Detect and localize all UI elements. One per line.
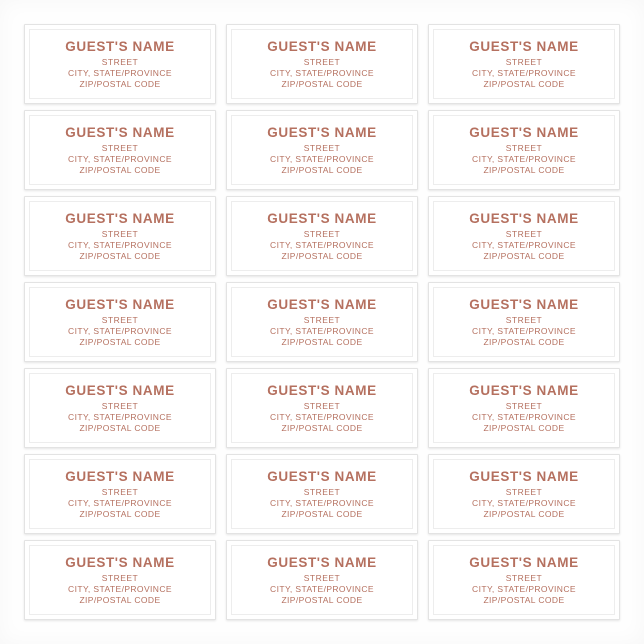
- zip-postal-line: ZIP/POSTAL CODE: [281, 164, 363, 175]
- street-line: STREET: [505, 486, 543, 497]
- label-text-block: [463, 297, 584, 347]
- guest-name-line: GUEST'S NAME: [65, 469, 175, 485]
- city-state-line: CITY, STATE/PROVINCE: [270, 325, 374, 336]
- zip-postal-line: ZIP/POSTAL CODE: [281, 336, 363, 347]
- guest-name-line: GUEST'S NAME: [267, 211, 377, 227]
- label-text-block: [463, 555, 584, 605]
- guest-name-line: GUEST'S NAME: [267, 297, 377, 313]
- street-line: STREET: [303, 314, 341, 325]
- city-state-line: CITY, STATE/PROVINCE: [472, 67, 576, 78]
- street-line: STREET: [101, 142, 139, 153]
- street-line: STREET: [101, 572, 139, 583]
- guest-name-line: GUEST'S NAME: [65, 555, 175, 571]
- label-text-block: [463, 125, 584, 175]
- guest-name-line: GUEST'S NAME: [267, 555, 377, 571]
- city-state-line: CITY, STATE/PROVINCE: [68, 411, 172, 422]
- city-state-line: CITY, STATE/PROVINCE: [472, 153, 576, 164]
- zip-postal-line: ZIP/POSTAL CODE: [79, 336, 161, 347]
- address-label[interactable]: [428, 368, 620, 448]
- guest-name-line: GUEST'S NAME: [469, 383, 579, 399]
- guest-name-line: GUEST'S NAME: [469, 297, 579, 313]
- address-label[interactable]: [24, 110, 216, 190]
- street-line: STREET: [101, 400, 139, 411]
- city-state-line: CITY, STATE/PROVINCE: [68, 497, 172, 508]
- street-line: STREET: [505, 56, 543, 67]
- city-state-line: CITY, STATE/PROVINCE: [68, 67, 172, 78]
- guest-name-line: GUEST'S NAME: [65, 125, 175, 141]
- city-state-line: CITY, STATE/PROVINCE: [68, 325, 172, 336]
- city-state-line: CITY, STATE/PROVINCE: [472, 411, 576, 422]
- guest-name-line: GUEST'S NAME: [267, 469, 377, 485]
- street-line: STREET: [505, 142, 543, 153]
- city-state-line: CITY, STATE/PROVINCE: [472, 497, 576, 508]
- address-label[interactable]: [24, 368, 216, 448]
- guest-name-line: GUEST'S NAME: [469, 555, 579, 571]
- city-state-line: CITY, STATE/PROVINCE: [68, 239, 172, 250]
- address-label[interactable]: [428, 196, 620, 276]
- zip-postal-line: ZIP/POSTAL CODE: [79, 508, 161, 519]
- street-line: STREET: [505, 228, 543, 239]
- label-text-block: [59, 383, 180, 433]
- label-text-block: [261, 39, 382, 89]
- street-line: STREET: [101, 486, 139, 497]
- guest-name-line: GUEST'S NAME: [65, 383, 175, 399]
- street-line: STREET: [101, 228, 139, 239]
- label-text-block: [261, 555, 382, 605]
- label-grid: [24, 24, 620, 620]
- zip-postal-line: ZIP/POSTAL CODE: [281, 250, 363, 261]
- city-state-line: CITY, STATE/PROVINCE: [270, 67, 374, 78]
- address-label[interactable]: [226, 110, 418, 190]
- street-line: STREET: [303, 228, 341, 239]
- city-state-line: CITY, STATE/PROVINCE: [472, 325, 576, 336]
- address-label[interactable]: [428, 110, 620, 190]
- label-text-block: [59, 39, 180, 89]
- label-text-block: [59, 125, 180, 175]
- address-label[interactable]: [226, 540, 418, 620]
- zip-postal-line: ZIP/POSTAL CODE: [483, 508, 565, 519]
- city-state-line: CITY, STATE/PROVINCE: [472, 239, 576, 250]
- label-text-block: [463, 469, 584, 519]
- guest-name-line: GUEST'S NAME: [65, 211, 175, 227]
- guest-name-line: GUEST'S NAME: [469, 39, 579, 55]
- zip-postal-line: ZIP/POSTAL CODE: [483, 336, 565, 347]
- zip-postal-line: ZIP/POSTAL CODE: [79, 594, 161, 605]
- label-text-block: [59, 297, 180, 347]
- zip-postal-line: ZIP/POSTAL CODE: [483, 594, 565, 605]
- zip-postal-line: ZIP/POSTAL CODE: [281, 594, 363, 605]
- label-text-block: [59, 555, 180, 605]
- city-state-line: CITY, STATE/PROVINCE: [270, 411, 374, 422]
- city-state-line: CITY, STATE/PROVINCE: [68, 583, 172, 594]
- address-label[interactable]: [226, 368, 418, 448]
- address-label[interactable]: [24, 196, 216, 276]
- zip-postal-line: ZIP/POSTAL CODE: [79, 250, 161, 261]
- label-text-block: [261, 125, 382, 175]
- guest-name-line: GUEST'S NAME: [469, 211, 579, 227]
- address-label[interactable]: [428, 282, 620, 362]
- zip-postal-line: ZIP/POSTAL CODE: [281, 508, 363, 519]
- zip-postal-line: ZIP/POSTAL CODE: [483, 78, 565, 89]
- city-state-line: CITY, STATE/PROVINCE: [270, 583, 374, 594]
- zip-postal-line: ZIP/POSTAL CODE: [79, 422, 161, 433]
- guest-name-line: GUEST'S NAME: [469, 469, 579, 485]
- street-line: STREET: [303, 486, 341, 497]
- city-state-line: CITY, STATE/PROVINCE: [472, 583, 576, 594]
- address-label[interactable]: [428, 24, 620, 104]
- city-state-line: CITY, STATE/PROVINCE: [270, 153, 374, 164]
- address-label[interactable]: [24, 282, 216, 362]
- address-label[interactable]: [226, 454, 418, 534]
- street-line: STREET: [303, 56, 341, 67]
- address-label[interactable]: [226, 24, 418, 104]
- address-label[interactable]: [24, 540, 216, 620]
- street-line: STREET: [101, 56, 139, 67]
- address-label[interactable]: [226, 282, 418, 362]
- zip-postal-line: ZIP/POSTAL CODE: [483, 422, 565, 433]
- street-line: STREET: [101, 314, 139, 325]
- guest-name-line: GUEST'S NAME: [267, 39, 377, 55]
- address-label[interactable]: [24, 24, 216, 104]
- zip-postal-line: ZIP/POSTAL CODE: [79, 78, 161, 89]
- zip-postal-line: ZIP/POSTAL CODE: [79, 164, 161, 175]
- city-state-line: CITY, STATE/PROVINCE: [270, 239, 374, 250]
- street-line: STREET: [303, 572, 341, 583]
- label-text-block: [463, 211, 584, 261]
- label-text-block: [463, 39, 584, 89]
- address-label[interactable]: [24, 454, 216, 534]
- address-label[interactable]: [428, 454, 620, 534]
- guest-name-line: GUEST'S NAME: [65, 39, 175, 55]
- zip-postal-line: ZIP/POSTAL CODE: [483, 250, 565, 261]
- guest-name-line: GUEST'S NAME: [267, 125, 377, 141]
- label-text-block: [59, 469, 180, 519]
- label-text-block: [59, 211, 180, 261]
- address-label[interactable]: [226, 196, 418, 276]
- street-line: STREET: [303, 142, 341, 153]
- zip-postal-line: ZIP/POSTAL CODE: [483, 164, 565, 175]
- guest-name-line: GUEST'S NAME: [267, 383, 377, 399]
- city-state-line: CITY, STATE/PROVINCE: [270, 497, 374, 508]
- street-line: STREET: [505, 314, 543, 325]
- label-text-block: [463, 383, 584, 433]
- label-text-block: [261, 211, 382, 261]
- zip-postal-line: ZIP/POSTAL CODE: [281, 78, 363, 89]
- guest-name-line: GUEST'S NAME: [469, 125, 579, 141]
- label-text-block: [261, 469, 382, 519]
- street-line: STREET: [505, 400, 543, 411]
- label-text-block: [261, 383, 382, 433]
- address-label[interactable]: [428, 540, 620, 620]
- street-line: STREET: [505, 572, 543, 583]
- zip-postal-line: ZIP/POSTAL CODE: [281, 422, 363, 433]
- guest-name-line: GUEST'S NAME: [65, 297, 175, 313]
- city-state-line: CITY, STATE/PROVINCE: [68, 153, 172, 164]
- label-text-block: [261, 297, 382, 347]
- street-line: STREET: [303, 400, 341, 411]
